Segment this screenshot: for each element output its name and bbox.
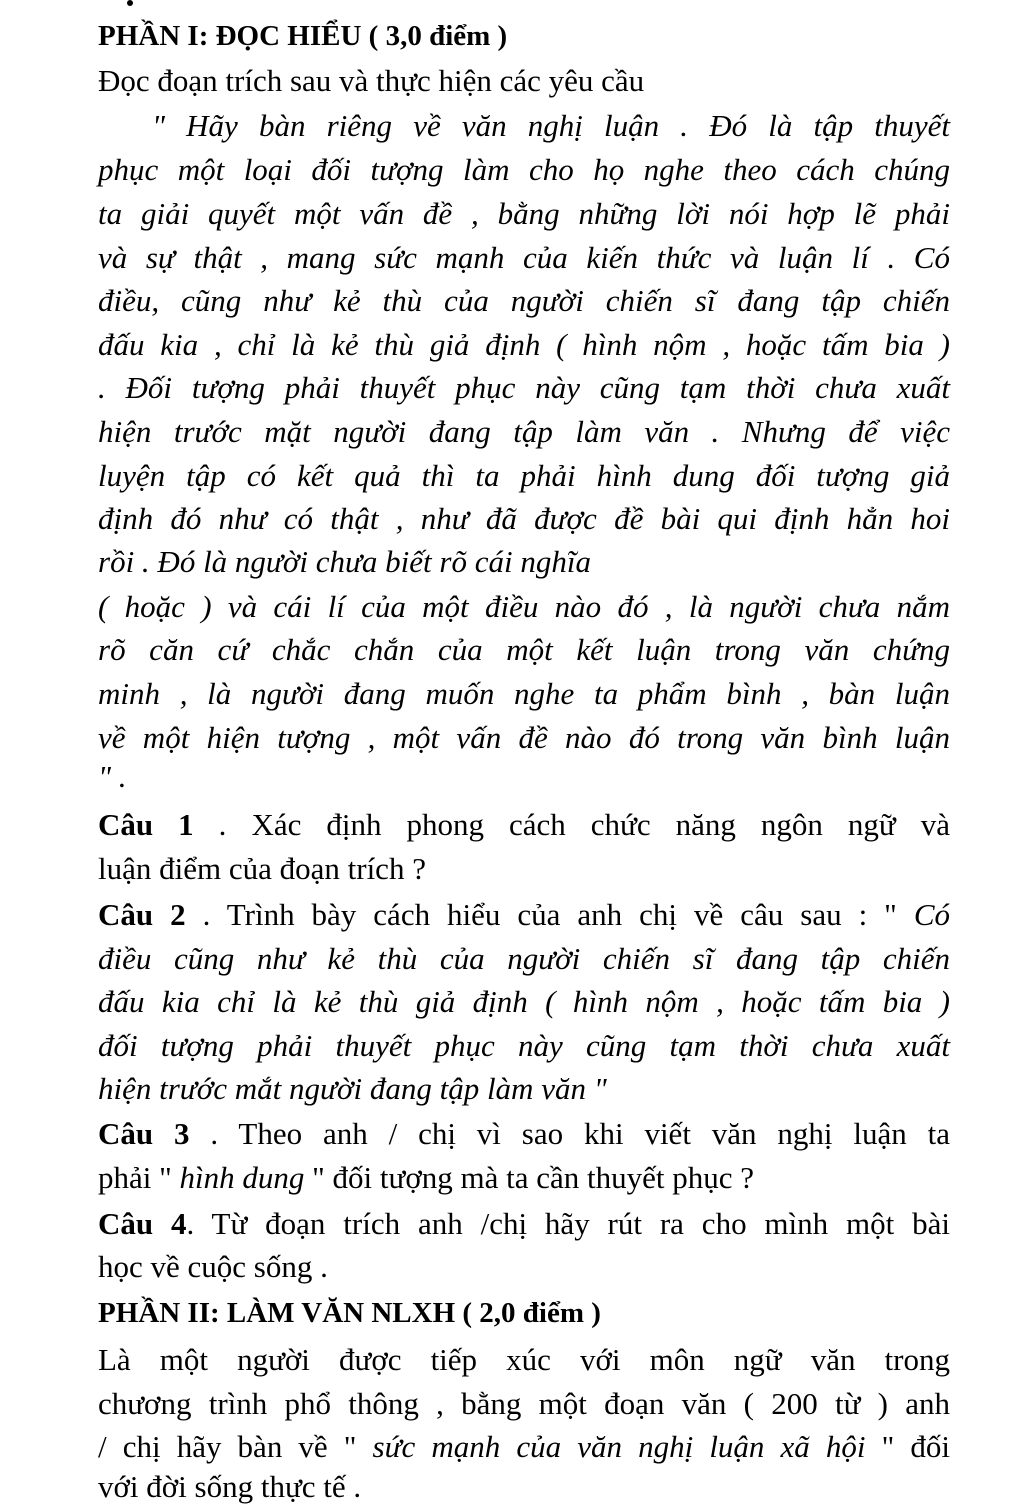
- question-3-label: Câu 3: [98, 1116, 190, 1151]
- question-2-label: Câu 2: [98, 897, 186, 932]
- passage-line: rồi . Đó là người chưa biết rõ cái nghĩa: [98, 544, 591, 579]
- question-3-text-part: " đối tượng mà ta cần thuyết phục ?: [304, 1160, 754, 1195]
- question-3-text: [98, 1159, 950, 1197]
- passage-line: đấu kia , chỉ là kẻ thù giả định ( hình nộm , hoặc tấm bia ): [98, 327, 950, 362]
- question-2-text: . Trình bày cách hiểu của anh chị về câu sau : ": [185, 897, 914, 932]
- part1-heading: PHẦN I: ĐỌC HIỂU ( 3,0 điểm ): [98, 20, 508, 52]
- question-2-quote: đấu kia chỉ là kẻ thù giả định ( hình nộm , hoặc tấm bia ): [98, 984, 950, 1019]
- question-3-italic: hình dung: [179, 1160, 305, 1195]
- passage-line: " .: [98, 759, 127, 794]
- part2-line: Là một người được tiếp xúc với môn ngữ văn trong: [98, 1342, 950, 1377]
- passage-line: phục một loại đối tượng làm cho họ nghe theo cách chúng: [98, 152, 950, 187]
- passage-line: điều, cũng như kẻ thù của người chiến sĩ đang tập chiến: [98, 283, 950, 318]
- part1-instruction: Đọc đoạn trích sau và thực hiện các yêu cầu: [98, 63, 645, 98]
- part2-line: [98, 1428, 950, 1466]
- question-3-text-part: phải ": [98, 1160, 180, 1195]
- passage-line: rõ căn cứ chắc chắn của một kết luận trong văn chứng: [98, 632, 950, 667]
- passage-line: và sự thật , mang sức mạnh của kiến thức và luận lí . Có: [98, 240, 950, 275]
- passage-line: " Hãy bàn riêng về văn nghị luận . Đó là tập thuyết: [152, 108, 950, 143]
- passage-line: định đó như có thật , như đã được đề bài qui định hẳn hoi: [98, 501, 950, 536]
- part2-text-part: / chị hãy bàn về ": [98, 1429, 373, 1464]
- passage-line: . Đối tượng phải thuyết phục này cũng tạm thời chưa xuất: [98, 370, 950, 405]
- question-3: [98, 1115, 950, 1153]
- question-1-text: . Xác định phong cách chức năng ngôn ngữ và: [193, 807, 950, 842]
- question-2-quote: Có: [913, 897, 950, 932]
- question-3-text: . Theo anh / chị vì sao khi viết văn nghị luận ta: [189, 1116, 950, 1151]
- part2-text-part: " đối: [865, 1429, 950, 1464]
- passage-line: ta giải quyết một vấn đề , bằng những lời nói hợp lẽ phải: [98, 196, 950, 231]
- ink-dot: [127, 0, 133, 6]
- part2-italic: sức mạnh của văn nghị luận xã hội: [372, 1429, 866, 1464]
- passage-line: luyện tập có kết quả thì ta phải hình dung đối tượng giả: [98, 458, 950, 493]
- question-4: [98, 1205, 950, 1243]
- passage-line: ( hoặc ) và cái lí của một điều nào đó , là người chưa nắm: [98, 589, 950, 624]
- question-1: [98, 806, 950, 844]
- question-4-text: học về cuộc sống .: [98, 1249, 328, 1284]
- question-4-label: Câu 4: [98, 1206, 187, 1241]
- question-2-quote: hiện trước mắt người đang tập làm văn ": [98, 1071, 607, 1106]
- question-2-quote: đối tượng phải thuyết phục này cũng tạm thời chưa xuất: [98, 1028, 950, 1063]
- passage-line: minh , là người đang muốn nghe ta phẩm bình , bàn luận: [98, 676, 950, 711]
- question-2: [98, 896, 950, 934]
- part2-line: chương trình phổ thông , bằng một đoạn văn ( 200 từ ) anh: [98, 1386, 950, 1421]
- passage-line: về một hiện tượng , một vấn đề nào đó trong văn bình luận: [98, 720, 950, 755]
- question-4-text: . Từ đoạn trích anh /chị hãy rút ra cho mình một bài: [186, 1206, 950, 1241]
- passage-line: hiện trước mặt người đang tập làm văn . Nhưng để việc: [98, 414, 950, 449]
- question-1-text: luận điểm của đoạn trích ?: [98, 851, 426, 886]
- part2-line: với đời sống thực tế .: [98, 1469, 362, 1504]
- question-1-label: Câu 1: [98, 807, 194, 842]
- part2-heading: PHẦN II: LÀM VĂN NLXH ( 2,0 điểm ): [98, 1297, 601, 1329]
- question-2-quote: điều cũng như kẻ thù của người chiến sĩ đang tập chiến: [98, 941, 950, 976]
